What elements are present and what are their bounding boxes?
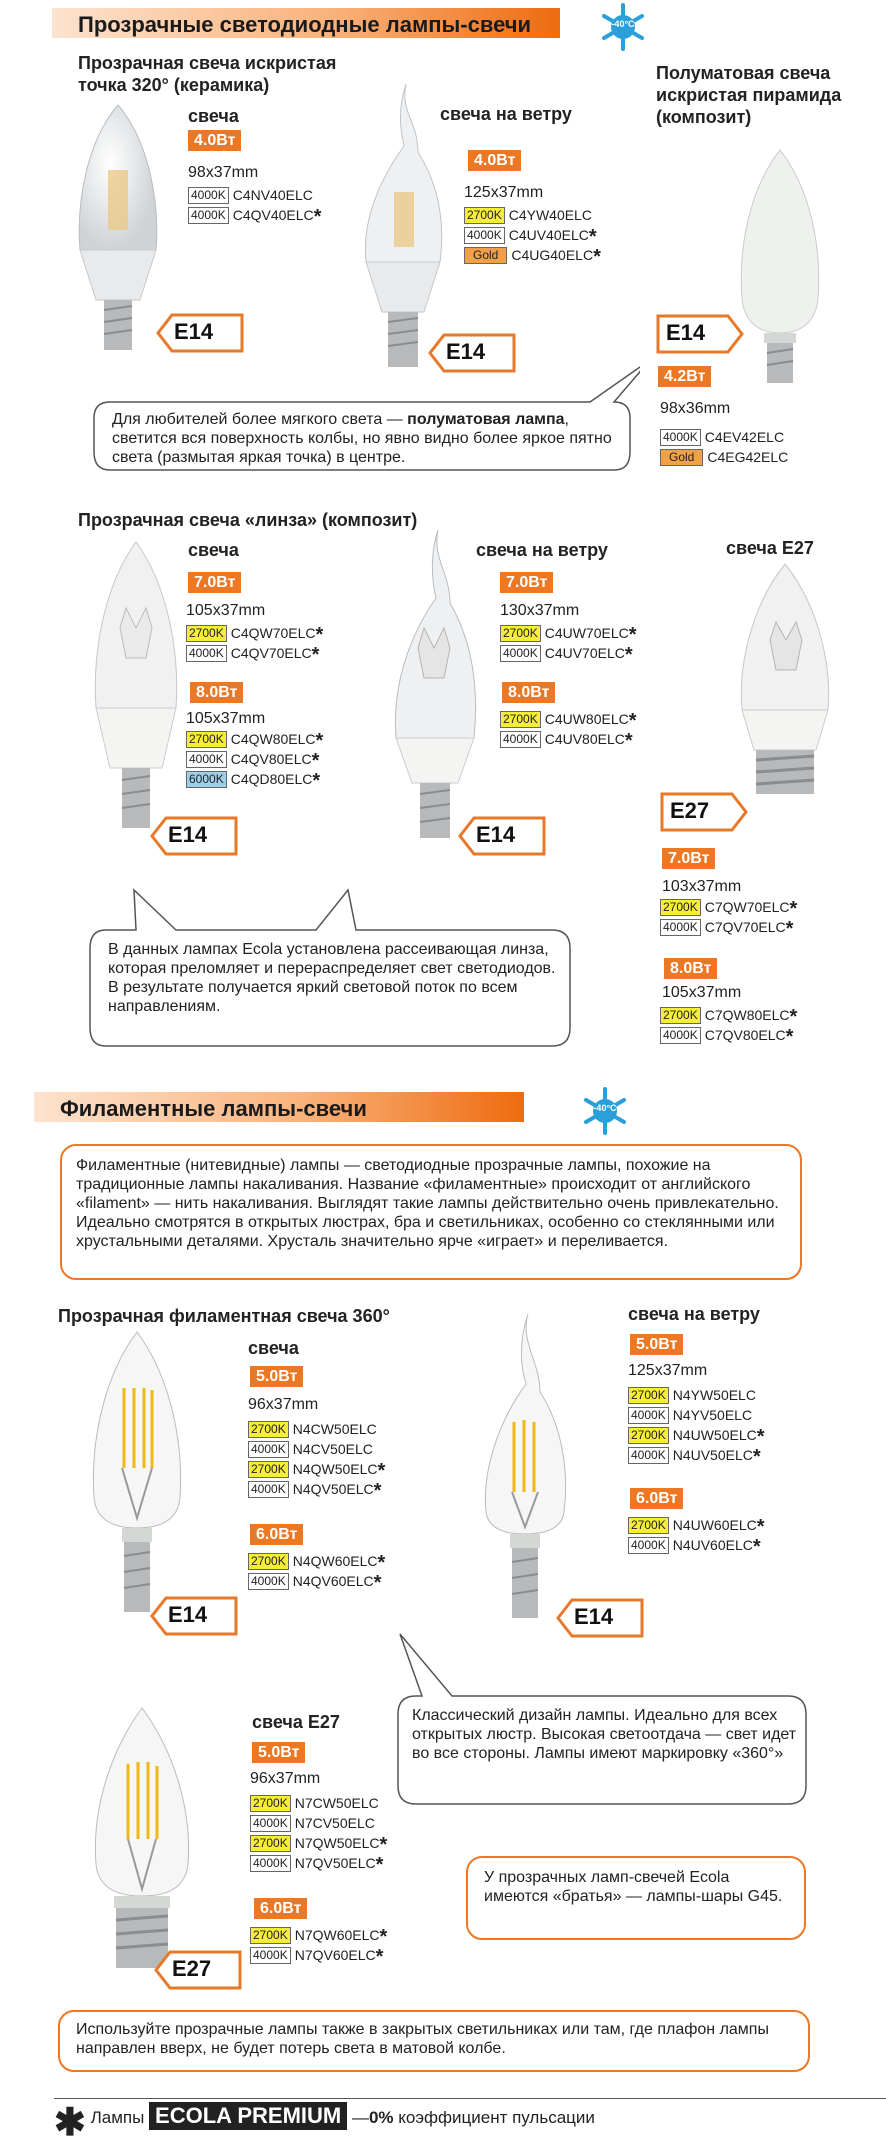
product-code-row (186, 770, 323, 790)
product-code-row (248, 1440, 385, 1460)
matte-codes (660, 428, 788, 468)
base-e14-badge: E14 (428, 333, 516, 373)
filament-wind-watt2: 6.0Вт (630, 1488, 683, 1509)
product-code-row (464, 246, 601, 266)
filament-wind-codes1 (628, 1386, 765, 1466)
color-temp-tag: 4000K (500, 645, 541, 662)
product-code: C4QD80ELC (230, 771, 313, 787)
color-temp-tag: 4000K (188, 207, 229, 224)
base-e14-badge: E14 (556, 1598, 644, 1638)
color-temp-tag: 4000K (660, 1027, 701, 1044)
intro-text: Филаментные (нитевидные) лампы — светодиодные прозрачные лампы, похожие на традиционные лампы накаливания. Название «филаментные» происходит от английского «filament» — нить накаливания. Выглядят такие лампы действительно очень привлекательно. Идеально смотрятся в открытых люстрах, бра и светильниках, особенно со стеклянными или хрустальными деталями. Хрусталь значительно ярче «играет» и переливается. (76, 1157, 779, 1250)
lens-candle-watt1: 7.0Вт (188, 572, 241, 593)
matte-watt: 4.2Вт (658, 366, 711, 387)
lens-candle-codes2 (186, 730, 323, 790)
asterisk-icon: * (313, 206, 322, 228)
footer-prefix: Лампы (90, 2108, 145, 2127)
product-code-row (250, 1926, 387, 1946)
filament-heading: Прозрачная филаментная свеча 360° (58, 1306, 390, 1326)
ceramic-candle-watt: 4.0Вт (188, 130, 241, 151)
product-code: N4UW50ELC (672, 1427, 757, 1443)
asterisk-icon: * (373, 1572, 382, 1594)
wind-candle-codes (464, 206, 601, 266)
filament-wind-title: свеча на ветру (628, 1304, 760, 1324)
color-temp-tag: 6000K (186, 771, 227, 788)
product-code: N4UV50ELC (672, 1447, 753, 1463)
lens-e27-codes2 (660, 1006, 797, 1046)
product-code: C4QV80ELC (230, 751, 312, 767)
filament-e27-codes2 (250, 1926, 387, 1966)
asterisk-icon: * (377, 1460, 386, 1482)
asterisk-icon: * (379, 1926, 388, 1948)
lens-wind-codes1 (500, 624, 637, 664)
lens-candle-watt2: 8.0Вт (190, 682, 243, 703)
product-code: N4YV50ELC (672, 1407, 753, 1423)
color-temp-tag: 2700K (500, 711, 541, 728)
product-code-row (660, 448, 788, 468)
base-e14-badge: E14 (458, 816, 546, 856)
color-temp-tag: Gold (660, 449, 703, 466)
filament-candle-codes1 (248, 1420, 385, 1500)
asterisk-icon: * (624, 644, 633, 666)
asterisk-icon: ✱ (54, 2102, 86, 2144)
color-temp-tag: 4000K (628, 1407, 669, 1424)
product-code: C4UW70ELC (544, 625, 629, 641)
matte-candle-bulb-image (730, 148, 830, 388)
wind-candle-dim: 125x37mm (464, 184, 544, 201)
lens-wind-bulb-image (380, 528, 490, 848)
asterisk-icon: * (789, 898, 798, 920)
filament-candle-watt2: 6.0Вт (250, 1524, 303, 1545)
filament-candle-dim1: 96x37mm (248, 1396, 319, 1413)
lens-heading: Прозрачная свеча «линза» (композит) (78, 510, 418, 530)
product-code: N7QV50ELC (294, 1855, 376, 1871)
asterisk-icon: * (311, 644, 320, 666)
product-code-row (186, 750, 323, 770)
color-temp-tag: 2700K (186, 731, 227, 748)
product-code-row (464, 206, 601, 226)
asterisk-icon: * (379, 1834, 388, 1856)
asterisk-icon: * (375, 1946, 384, 1968)
product-code: N4UW60ELC (672, 1517, 757, 1533)
base-e14-badge: E14 (156, 313, 244, 353)
wind-candle-title: свеча на ветру (440, 104, 572, 124)
matte-heading: Полуматовая свеча искристая пирамида (композит) (656, 63, 842, 127)
product-code: C4EV42ELC (704, 429, 785, 445)
filament-wind-bulb-image (470, 1312, 580, 1632)
color-temp-tag: 4000K (660, 919, 701, 936)
base-e14-badge: E14 (656, 314, 744, 354)
product-code-row (250, 1794, 387, 1814)
asterisk-icon: * (624, 730, 633, 752)
footer-bold: 0% (368, 2108, 394, 2127)
filament-e27-bulb-image (82, 1704, 202, 1974)
product-code: C7QV70ELC (704, 919, 786, 935)
ceramic-heading: Прозрачная свеча искристая точка 320° (керамика) (78, 53, 337, 95)
asterisk-icon: * (785, 918, 794, 940)
product-code: C4NV40ELC (232, 187, 313, 203)
product-code-row (628, 1536, 765, 1556)
product-code: N4UV60ELC (672, 1537, 753, 1553)
product-code: C7QW70ELC (704, 899, 790, 915)
color-temp-tag: 2700K (660, 1007, 701, 1024)
color-temp-tag: 2700K (628, 1517, 669, 1534)
asterisk-icon: * (756, 1426, 765, 1448)
color-temp-tag: 2700K (248, 1553, 289, 1570)
snowflake-icon: -40°C (598, 2, 648, 52)
note2-text: В данных лампах Ecola установлена рассеивающая линза, которая преломляет и перераспределяет свет светодиодов. В результате получается яркий световой поток по всем направлениям. (108, 941, 556, 1015)
filament-wind-watt1: 5.0Вт (630, 1334, 683, 1355)
product-code: C4QV70ELC (230, 645, 312, 661)
product-code: C4UV70ELC (544, 645, 625, 661)
product-code: C4QW70ELC (230, 625, 316, 641)
filament-e27-codes1 (250, 1794, 387, 1874)
footer-brand: ECOLA PREMIUM (149, 2102, 347, 2130)
product-code-row (250, 1854, 387, 1874)
lens-e27-dim2: 105x37mm (662, 984, 742, 1001)
product-code-row (248, 1420, 385, 1440)
product-code-row (660, 1026, 797, 1046)
footer-divider (54, 2098, 886, 2099)
product-code-row (250, 1834, 387, 1854)
product-code: N7CW50ELC (294, 1795, 379, 1811)
lens-candle-bulb-image (86, 538, 186, 838)
filament-e27-watt2: 6.0Вт (254, 1898, 307, 1919)
color-temp-tag: 4000K (188, 187, 229, 204)
asterisk-icon: * (373, 1480, 382, 1502)
lens-e27-dim1: 103x37mm (662, 878, 742, 895)
product-code-row (188, 186, 321, 206)
note5-text: Используйте прозрачные лампы также в закрытых светильниках или там, где плафон лампы направлен вверх, не будет потерь света в матовой колбе. (76, 2021, 769, 2057)
product-code-row (628, 1406, 765, 1426)
product-code-row (500, 644, 637, 664)
asterisk-icon: * (375, 1854, 384, 1876)
snowflake-icon: -40°C (580, 1086, 630, 1136)
asterisk-icon: * (315, 624, 324, 646)
filament-e27-title: свеча E27 (252, 1712, 340, 1732)
product-code-row (188, 206, 321, 226)
lens-candle-dim1: 105x37mm (186, 602, 266, 619)
lens-wind-dim1: 130x37mm (500, 602, 580, 619)
product-code: C4YW40ELC (508, 207, 592, 223)
product-code: C4EG42ELC (707, 449, 789, 465)
color-temp-tag: 4000K (250, 1855, 291, 1872)
color-temp-tag: 2700K (464, 207, 505, 224)
product-code: C4UW80ELC (544, 711, 629, 727)
product-code-row (186, 624, 323, 644)
product-code: C4QW80ELC (230, 731, 316, 747)
lens-e27-watt2: 8.0Вт (664, 958, 717, 979)
product-code-row (250, 1946, 387, 1966)
color-temp-tag: 2700K (250, 1835, 291, 1852)
base-e14-badge: E14 (150, 816, 238, 856)
lens-wind-codes2 (500, 710, 637, 750)
color-temp-tag: 4000K (628, 1447, 669, 1464)
base-e27-badge: E27 (660, 792, 748, 832)
product-code: C4UV80ELC (544, 731, 625, 747)
product-code: C7QV80ELC (704, 1027, 786, 1043)
product-code: N4QW50ELC (292, 1461, 378, 1477)
product-code-row (628, 1386, 765, 1406)
color-temp-tag: 4000K (248, 1481, 289, 1498)
footer-dash: — (351, 2108, 369, 2127)
color-temp-tag: Gold (464, 247, 507, 264)
asterisk-icon: * (752, 1446, 761, 1468)
product-code: N4CV50ELC (292, 1441, 373, 1457)
color-temp-tag: 4000K (464, 227, 505, 244)
product-code-row (500, 710, 637, 730)
asterisk-icon: * (785, 1026, 794, 1048)
product-code-row (628, 1446, 765, 1466)
filament-e27-watt1: 5.0Вт (252, 1742, 305, 1763)
color-temp-tag: 2700K (500, 625, 541, 642)
lens-e27-title: свеча E27 (726, 538, 814, 558)
base-e14-badge: E14 (150, 1596, 238, 1636)
filament-wind-dim1: 125x37mm (628, 1362, 708, 1379)
color-temp-tag: 4000K (660, 429, 701, 446)
color-temp-tag: 2700K (628, 1387, 669, 1404)
product-code: N4QW60ELC (292, 1553, 378, 1569)
color-temp-tag: 2700K (250, 1795, 291, 1812)
product-code: N7QW60ELC (294, 1927, 380, 1943)
lens-wind-watt2: 8.0Вт (502, 682, 555, 703)
product-code: C4UG40ELC (511, 247, 594, 263)
filament-e27-dim1: 96x37mm (250, 1770, 321, 1787)
product-code: N4QV60ELC (292, 1573, 374, 1589)
product-code: N7QW50ELC (294, 1835, 380, 1851)
filament-candle-bulb-image (82, 1328, 192, 1628)
product-code-row (660, 898, 797, 918)
wind-candle-watt: 4.0Вт (468, 150, 521, 171)
product-code-row (628, 1426, 765, 1446)
lens-candle-codes1 (186, 624, 323, 664)
lens-wind-watt1: 7.0Вт (500, 572, 553, 593)
filament-wind-codes2 (628, 1516, 765, 1556)
asterisk-icon: * (593, 246, 601, 268)
product-code: N7CV50ELC (294, 1815, 375, 1831)
asterisk-icon: * (315, 730, 324, 752)
asterisk-icon: * (628, 710, 637, 732)
product-code-row (248, 1460, 385, 1480)
filament-candle-watt1: 5.0Вт (250, 1366, 303, 1387)
color-temp-tag: 2700K (660, 899, 701, 916)
asterisk-icon: * (312, 770, 321, 792)
asterisk-icon: * (756, 1516, 765, 1538)
section1-title: Прозрачные светодиодные лампы-свечи (78, 12, 532, 37)
section2-title: Филаментные лампы-свечи (60, 1096, 367, 1121)
section2-title-band (34, 1092, 524, 1122)
product-code-row (186, 644, 323, 664)
product-code-row (660, 1006, 797, 1026)
product-code: C4UV40ELC (508, 227, 589, 243)
lens-candle-dim2: 105x37mm (186, 710, 266, 727)
lens-e27-watt1: 7.0Вт (662, 848, 715, 869)
color-temp-tag: 4000K (186, 645, 227, 662)
asterisk-icon: * (311, 750, 320, 772)
footer-suffix: коэффициент пульсации (398, 2108, 595, 2127)
asterisk-icon: * (789, 1006, 798, 1028)
lens-e27-bulb-image (730, 560, 840, 800)
section1-title-band (52, 8, 560, 38)
color-temp-tag: 2700K (248, 1461, 289, 1478)
color-temp-tag: 2700K (248, 1421, 289, 1438)
product-code-row (464, 226, 601, 246)
note4-text: У прозрачных ламп-свечей Ecola имеются «братья» — лампы-шары G45. (484, 1869, 783, 1905)
product-code-row (660, 428, 788, 448)
product-code-row (628, 1516, 765, 1536)
ceramic-candle-title: свеча (188, 106, 239, 126)
asterisk-icon: * (377, 1552, 386, 1574)
product-code-row (248, 1552, 385, 1572)
asterisk-icon: * (752, 1536, 761, 1558)
color-temp-tag: 4000K (248, 1573, 289, 1590)
ceramic-candle-bulb-image (68, 100, 168, 360)
color-temp-tag: 4000K (250, 1815, 291, 1832)
color-temp-tag: 4000K (186, 751, 227, 768)
lens-wind-title: свеча на ветру (476, 540, 608, 560)
product-code-row (248, 1480, 385, 1500)
product-code-row (660, 918, 797, 938)
product-code: N7QV60ELC (294, 1947, 376, 1963)
note1-text: Для любителей более мягкого света — полуматовая лампа, светится вся поверхность колбы, но явно видно более яркое пятно света (размытая яркая точка) в центре. (112, 411, 612, 466)
lens-e27-codes1 (660, 898, 797, 938)
ceramic-candle-dim: 98x37mm (188, 164, 259, 181)
color-temp-tag: 2700K (250, 1927, 291, 1944)
product-code: N4YW50ELC (672, 1387, 756, 1403)
color-temp-tag: 4000K (500, 731, 541, 748)
product-code-row (186, 730, 323, 750)
product-code: N4QV50ELC (292, 1481, 374, 1497)
footer (54, 2102, 595, 2144)
color-temp-tag: 2700K (628, 1427, 669, 1444)
product-code-row (250, 1814, 387, 1834)
lens-candle-title: свеча (188, 540, 239, 560)
note3-text: Классический дизайн лампы. Идеально для всех открытых люстр. Высокая светоотдача — свет идет во все стороны. Лампы имеют маркировку «360°» (412, 1707, 797, 1762)
base-e27-badge: E27 (154, 1950, 242, 1990)
product-code-row (500, 624, 637, 644)
product-code: C7QW80ELC (704, 1007, 790, 1023)
filament-candle-codes2 (248, 1552, 385, 1592)
color-temp-tag: 4000K (250, 1947, 291, 1964)
color-temp-tag: 4000K (248, 1441, 289, 1458)
color-temp-tag: 2700K (186, 625, 227, 642)
color-temp-tag: 4000K (628, 1537, 669, 1554)
product-code-row (500, 730, 637, 750)
asterisk-icon: * (628, 624, 637, 646)
matte-dim: 98x36mm (660, 400, 731, 417)
asterisk-icon: * (588, 226, 597, 248)
product-code: C4QV40ELC (232, 207, 314, 223)
product-code: N4CW50ELC (292, 1421, 377, 1437)
product-code-row (248, 1572, 385, 1592)
filament-candle-title: свеча (248, 1338, 299, 1358)
ceramic-candle-codes (188, 186, 321, 226)
